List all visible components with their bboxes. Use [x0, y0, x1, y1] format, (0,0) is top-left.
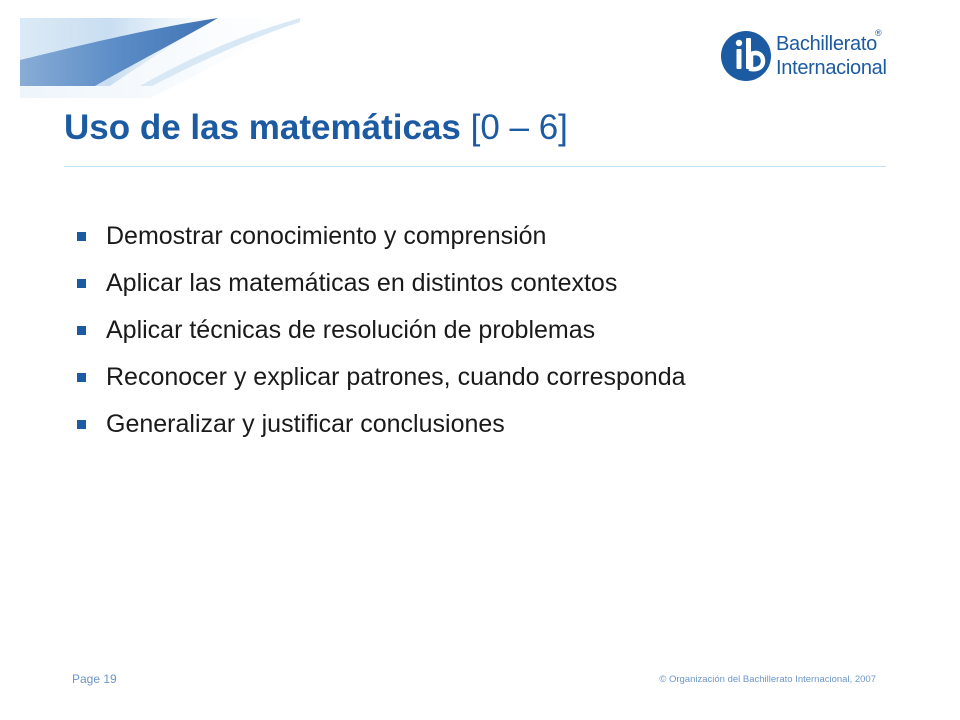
ib-logo	[720, 28, 900, 88]
page-number: Page 19	[72, 672, 117, 686]
ib-logo-icon	[720, 28, 772, 84]
square-bullet-icon	[77, 373, 86, 382]
square-bullet-icon	[77, 232, 86, 241]
square-bullet-icon	[77, 326, 86, 335]
bullet-text: Demostrar conocimiento y comprensión	[106, 222, 547, 250]
bullet-item	[76, 307, 686, 354]
logo-wordmark	[776, 32, 887, 80]
bullet-text: Reconocer y explicar patrones, cuando corresponda	[106, 363, 686, 391]
square-bullet-icon	[77, 420, 86, 429]
bullet-list	[76, 213, 686, 448]
registered-mark: ®	[875, 28, 882, 38]
bullet-item	[76, 401, 686, 448]
copyright-notice: © Organización del Bachillerato Internacional, 2007	[659, 674, 876, 685]
bullet-item	[76, 354, 686, 401]
logo-line-2: Internacional	[776, 57, 887, 79]
bullet-text: Generalizar y justificar conclusiones	[106, 410, 505, 438]
logo-line-1: Bachillerato	[776, 33, 877, 55]
slide-title	[64, 106, 568, 150]
bullet-text: Aplicar las matemáticas en distintos contextos	[106, 269, 618, 297]
slide-title-main: Uso de las matemáticas	[64, 108, 461, 147]
title-divider	[64, 166, 886, 167]
bullet-text: Aplicar técnicas de resolución de problemas	[106, 316, 596, 344]
bullet-item	[76, 260, 686, 307]
slide-title-range: [0 – 6]	[470, 108, 568, 147]
square-bullet-icon	[77, 279, 86, 288]
bullet-item	[76, 213, 686, 260]
